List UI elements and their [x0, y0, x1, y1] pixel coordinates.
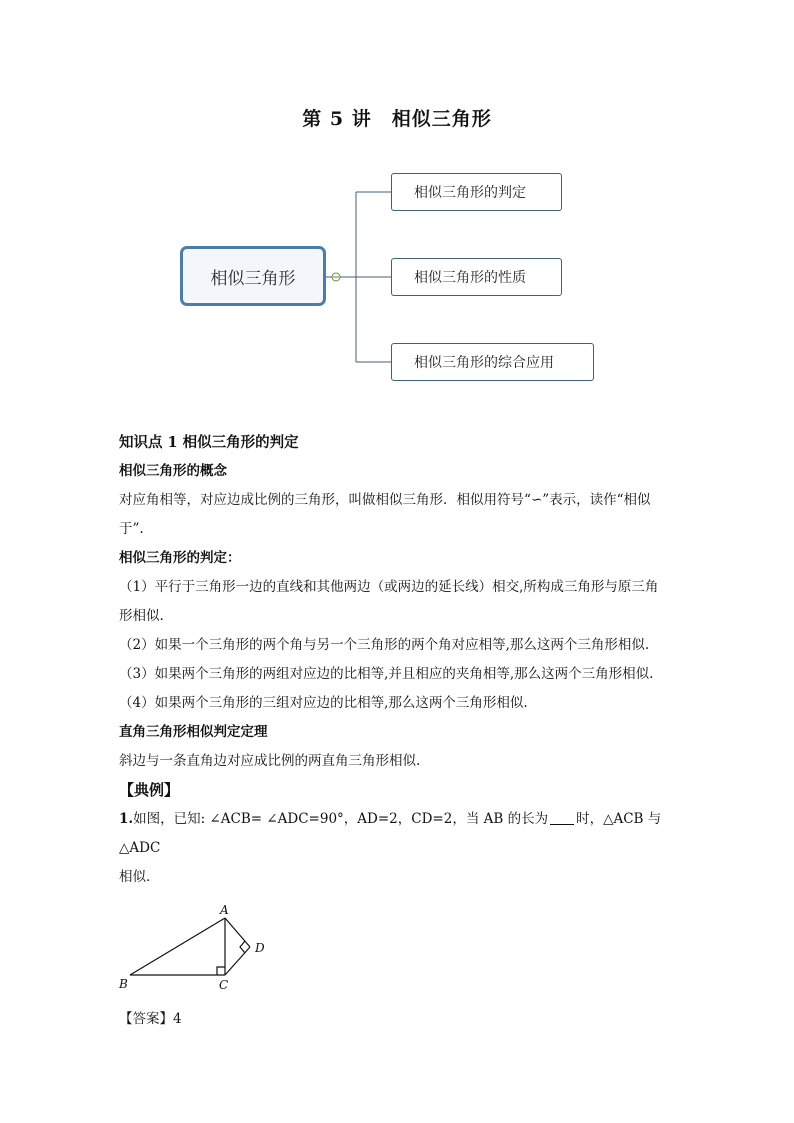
mind-map-branch-criteria: 相似三角形的判定 [391, 173, 562, 211]
criteria-item-1: （1）平行于三角形一边的直线和其他两边（或两边的延长线）相交,所构成三角形与原三角 [119, 579, 659, 595]
answer-value: 4 [173, 1011, 182, 1027]
question-number: 1. [119, 811, 134, 827]
question-text-b: 时，△ACB 与△ADC [119, 811, 662, 856]
mind-map-branch-applications: 相似三角形的综合应用 [391, 343, 594, 381]
right-triangle-text: 斜边与一条直角边对应成比例的两直角三角形相似. [119, 753, 421, 769]
page-title: 第 5 讲 相似三角形 [302, 108, 492, 130]
criteria-item-4: （4）如果两个三角形的三组对应边的比相等,那么这两个三角形相似. [119, 695, 528, 711]
segment-dc [225, 947, 250, 975]
right-angle-mark-d [240, 941, 245, 953]
question-text-a: 如图，已知: ∠ACB= ∠ADC=90°，AD=2，CD=2，当 AB 的长为 [133, 811, 549, 827]
segment-ba [130, 918, 225, 975]
right-angle-mark-c [217, 967, 225, 975]
criteria-heading: 相似三角形的判定： [119, 550, 241, 566]
triangle-figure [115, 900, 285, 1000]
criteria-item-1-cont: 形相似. [119, 608, 164, 624]
example-question-line-1 [119, 805, 679, 863]
label-c: C [219, 978, 229, 992]
concept-heading: 相似三角形的概念 [119, 463, 227, 479]
criteria-item-2: （2）如果一个三角形的两个角与另一个三角形的两个角对应相等,那么这两个三角形相似. [119, 637, 650, 653]
answer [119, 1005, 182, 1034]
right-triangle-heading: 直角三角形相似判定定理 [119, 724, 268, 740]
label-d: D [255, 941, 265, 955]
mind-map [0, 0, 794, 400]
answer-blank [550, 810, 574, 825]
mind-map-center-node: 相似三角形 [180, 246, 326, 306]
concept-text-line-2: 于”. [119, 521, 144, 537]
segment-ad [225, 918, 250, 947]
section-heading: 知识点 1 相似三角形的判定 [119, 434, 299, 451]
criteria-item-3: （3）如果两个三角形的两组对应边的比相等,并且相应的夹角相等,那么这两个三角形相似. [119, 666, 654, 682]
answer-label: 【答案】 [119, 1011, 173, 1027]
label-b: B [119, 977, 128, 991]
concept-text-line-1: 对应角相等，对应边成比例的三角形，叫做相似三角形．相似用符号“∽”表示，读作“相似 [119, 492, 651, 508]
mind-map-branch-properties: 相似三角形的性质 [391, 258, 562, 296]
content-body [119, 428, 679, 892]
example-heading: 【典例】 [119, 781, 180, 799]
label-a: A [220, 903, 229, 917]
example-question-line-2: 相似． [119, 869, 160, 885]
